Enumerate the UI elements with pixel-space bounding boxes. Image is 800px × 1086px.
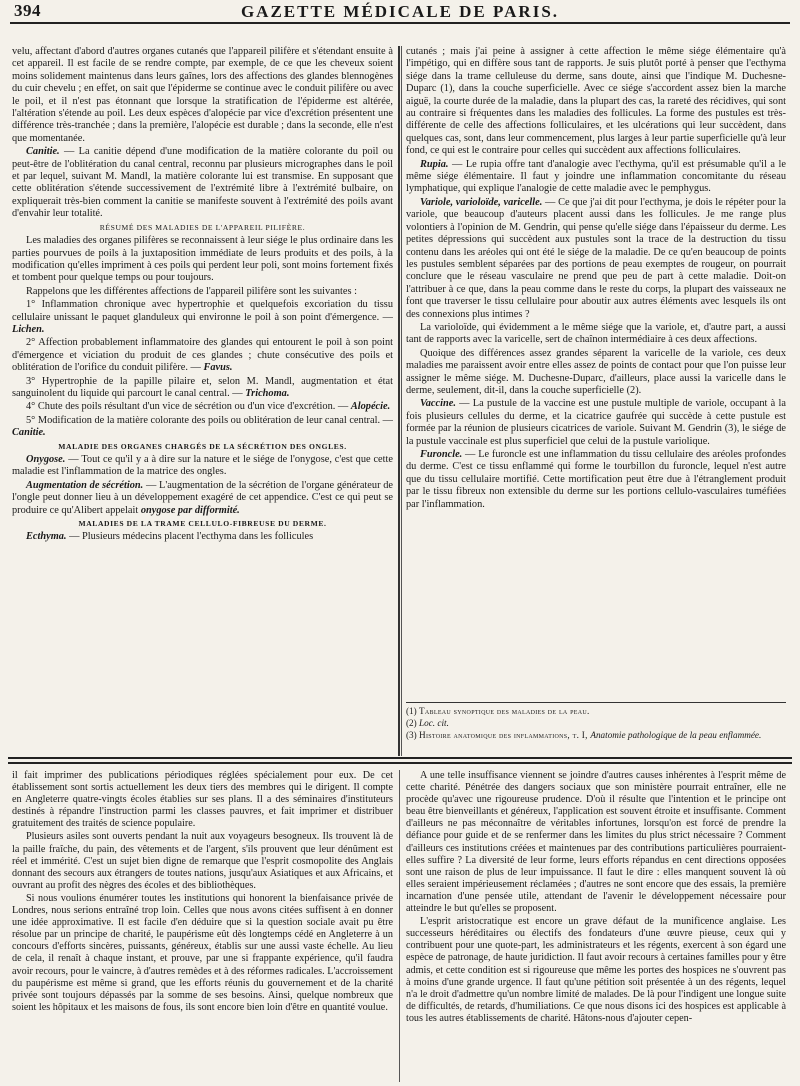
paragraph (406, 916, 786, 1025)
text-run: — Plusieurs médecins placent l'ecthyma dans les follicules (66, 531, 314, 543)
text-run: — La canitie dépend d'une modification de la matière colorante du poil ou peut-être de l'oblitération du canal central, reconnu par plusieurs micrographes dans le poil et par lequel, suivant M. Mandl, la matière colorante lui est transmise. En supposant que cette oblitération s'étende successivement de l'extrémité libre à l'extrémité bulbaire, on expliquerait très-bien comment la canitie se manifeste souvent à l'extrémité des poils avant d'envahir leur totalité. (12, 146, 393, 220)
text-run: 1° Inflammation chronique avec hypertrophie et quelquefois excoriation du tissu cellulaire unissant le paquet glanduleux qui environne le poil à son point d'émergence. — (12, 299, 393, 323)
text-run: Si nous voulions énumérer toutes les institutions qui honorent la bienfaisance privée de Londres, nous serions entraîné trop loin. Celles que nous avons citées suffisent à en donner une idée approximative. Il est facile d'en déduire que si la question sociale avait pu être résolue par un principe de charité, le paupérisme eût dès longtemps cédé en Angleterre à un concours d'efforts sincères, puissants, généreux, établis sur une aussi vaste échelle. Au lieu de cela, il renaît à chaque instant, et prouve, par une si frappante expérience, qu'il faudra avoir recours, pour le vaincre, à d'autres remèdes et à des réformes radicales. L'accroissement du paupérisme est même si grand, que les efforts réunis du gouvernement et de la charité privée sont toujours dépassés par la somme de ses besoins. Ainsi, quelque nombreux que soient les hôpitaux et les maisons de fous, ils sont encore bien loin d'être en quantité voulue. (12, 892, 393, 1013)
text-run: il fait imprimer des publications périodiques réglées spécialement pour eux. De cet établissement sont sortis actuellement les deux tiers des membres qui le dirigent. Il compte en Angleterre quatre-vingts écoles établies sur ses plans. Il a des séminaires d'instituteurs destinés à répandre l'instruction parmi les classes pauvres, et fait imprimer et distribuer gratuitement des traités de science populaire. (12, 770, 393, 830)
term-label: Variole, varioloïde, varicelle. (420, 196, 543, 208)
text-run: — L'augmentation de la sécrétion de l'organe générateur de l'ongle peut donner lieu à un développement exagéré de cet appendice. C'est ce qui peut se produire ce qu'Alibert appelait (12, 479, 393, 516)
paragraph (406, 46, 786, 158)
paragraph (406, 398, 786, 448)
text-run: cutanés ; mais j'ai peine à assigner à cette affection le même siége élémentaire qu'à l'impétigo, qui en diffère sous tant de rapports. Je suis plutôt porté à penser que l'ecthyma siége dans la trame celluleuse du derme, sans doute, ainsi que l'indique M. Duchesne-Duparc (1), dans la couche superficielle. Avec ce siége s'accordent assez bien la marche aiguë, la courte durée de la maladie, dans la plupart des cas, la rareté des récidives, qui sont au contraire si fréquentes dans les maladies des follicules. La forme des pustules est très-différente de celle des affections folliculaires, et les ulcérations qui leur succèdent, dans quelques cas, sont, dans leur commencement, plus larges à leur partie superficielle qu'à leur fond, ce qui est le contraire pour celles qui succèdent aux affections folliculaires. (406, 46, 786, 157)
paragraph (12, 893, 393, 1014)
footnote-reference: Anatomie pathologique de la peau enflammée. (590, 730, 762, 740)
term-label: Lichen. (12, 323, 45, 335)
paragraph (12, 146, 393, 220)
footnote-reference: Loc. cit. (419, 718, 449, 728)
feuilleton-column-right (406, 770, 786, 1082)
paragraph (12, 299, 393, 336)
text-run: Rappelons que les différentes affections de l'appareil pilifère sont les suivantes : (26, 285, 357, 297)
term-label: Alopécie. (350, 401, 391, 413)
footnote (406, 706, 786, 717)
term-label: Favus. (203, 362, 233, 374)
paragraph (12, 46, 393, 145)
paragraph (406, 770, 786, 915)
term-label: Canitie. (26, 146, 60, 158)
section-heading: RÉSUMÉ DES MALADIES DE L'APPAREIL PILIFÈRE. (99, 222, 306, 232)
text-run: — La pustule de la vaccine est une pustule multiple de variole, occupant à la fois plusieurs cellules du derme, et la cicatrice gaufrée qui succède à cette pustule est formée par la réunion de plusieurs cicatrices de variole. Suivant M. Gendrin (3), le siége de la pustule vaccinale est plus superficiel que celui de la pustule variolique. (406, 398, 786, 447)
journal-title: GAZETTE MÉDICALE DE PARIS. (240, 2, 560, 21)
paragraph (12, 831, 393, 891)
paragraph (12, 337, 393, 374)
paragraph (12, 235, 393, 285)
paragraph (12, 480, 393, 517)
term-label: onygose par difformité. (140, 504, 240, 516)
column-divider (398, 46, 400, 756)
term-label: Furoncle. (420, 449, 463, 460)
paragraph (12, 531, 393, 543)
paragraph (12, 454, 393, 479)
text-run: 5° Modification de la matière colorante des poils ou oblitération de leur canal central. — (26, 414, 393, 426)
footnotes (406, 702, 786, 760)
footnote-number: (1) (406, 706, 420, 716)
feuilleton-rule (8, 762, 792, 764)
footnote (406, 730, 786, 741)
text-run: L'esprit aristocratique est encore un grave défaut de la munificence anglaise. Les successeurs héréditaires ou électifs des fondateurs d'une œuvre pieuse, ceux qui y contribuent pour une quote-part, les administrateurs et les régents, exercent à son égard une espèce de patronage, de haute juridiction. Il faut avoir recours à certaines familles pour y être admis, et cette condition est si rigoureuse que même les portes des hospices ne s'ouvrent pas à moins d'une grande urgence. Il faut qu'une pétition soit présentée à un des régents, lequel n'a le droit d'admettre qu'un nombre limité de malades. De là pour l'indigent une longue suite de difficultés, de retards, d'humiliations. Ce que nous disons ici des hospices est applicable à tous les autres établissements de charité. Hâtons-nous d'ajouter cepen- (406, 916, 786, 1024)
text-run: 4° Chute des poils résultant d'un vice de sécrétion ou d'un vice d'excrétion. — (26, 401, 351, 413)
feuilleton-column-left (12, 770, 393, 1082)
paragraph (12, 415, 393, 440)
term-label: Vaccine. (420, 398, 456, 410)
paragraph (406, 197, 786, 321)
text-run: 2° Affection probablement inflammatoire des glandes qui entourent le poil à son point d'émergence et viciation du produit de ces glandes ; chute consécutive des poils et oblitération de l'orifice du conduit pilifère. — (12, 337, 393, 374)
term-label: Canitie. (12, 427, 46, 439)
text-run: Quoique des différences assez grandes séparent la varicelle de la variole, ces deux maladies me paraissent avoir entre elles assez de points de contact pour que l'on puisse leur assigner le même siége. M. Duchesne-Duparc, d'ailleurs, place aussi la varicelle dans le derme, seulement, dit-il, dans la couche superficielle (2). (406, 347, 786, 396)
term-label: Onygose. (26, 454, 66, 465)
text-run: A une telle insuffisance viennent se joindre d'autres causes inhérentes à l'esprit même de cette charité. Pénétrée des dangers sociaux que son ministère pourrait entraîner, elle ne procède qu'avec une rigoureuse prudence. D'où il résulte que l'intention et le principe ont beau être bienveillants et généreux, l'application est souvent étroite et insuffisante. Comment d'ailleurs ne pas méconnaître de véritables infortunes, lorsqu'on est forcé de prendre la défiance pour guide et de se renfermer dans les limites du plus strict nécessaire ? Comment d'ailleurs ces institutions créées et maintenues par des contributions particulières pourraient-elles suffire ? La diversité de leur forme, leurs efforts répandus en cent directions opposées sont une raison de plus de leur impuissance. Il faut le dire : elles manquent souvent là où elles seraient impérieusement réclamées ; d'autres ne sont encore que des essais, la première incarnation d'une pensée utile, attendant de l'avenir le développement nécessaire pour atteindre le but qu'elles se proposent. (406, 770, 786, 915)
text-run: — Ce que j'ai dit pour l'ecthyma, je dois le répéter pour la variole, que beaucoup d'auteurs placent aussi dans les follicules. Je me range plus volontiers à l'opinion de M. Gendrin, qui pense qu'elle siége dans l'épaisseur du derme. Les petites dépressions qui succèdent aux pustules sont la trace de la destruction du tissu contenu dans les aréoles qui ont été le siége de la maladie. De ce qu'en beaucoup de points les pustules semblent séparées par des portions de peau exemptes de rougeur, on pourrait conclure que le réseau vasculaire ne prend que peu de part à cette maladie. Doit-on l'attribuer à ce que, dans la peau comme dans le reste du corps, la plupart des vaisseaux ne font que traverser le tissu cellulaire pour aboutir aux autres éléments avec lesquels ils ont des connexions plus intimes ? (406, 196, 786, 320)
column-divider (401, 46, 402, 756)
text-run: velu, affectant d'abord d'autres organes cutanés que l'appareil pilifère et s'étendant ensuite à cet appareil. Il est facile de se rendre compte, par exemple, de ce que les cheveux soient moins solidement maintenus dans leurs gaînes, lors des affections des glandes blennogènes du cuir chevelu ; en effet, on sait que l'épiderme se continue avec le conduit pilifère ou avec le poil, et il n'est pas étonnant que lorsque la stratification de l'épiderme est altérée, l'altération s'étende au poil. Les deux espèces d'alopécie par vice d'excrétion présentent une différence très-tranchée ; dans la première, l'alopécie est durable ; dans la seconde, elle n'est que momentanée. (12, 46, 393, 144)
footnote-number: (2) (406, 718, 420, 728)
paragraph (406, 449, 786, 511)
feuilleton-rule (8, 757, 792, 759)
section-heading: MALADIE DES ORGANES CHARGÉS DE LA SÉCRÉTION DES ONGLES. (58, 441, 347, 451)
text-run: Plusieurs asiles sont ouverts pendant la nuit aux voyageurs besogneux. Ils trouvent là de la paille fraîche, du pain, des vêtements et de l'argent, s'ils prouvent que leur dénûment est réel et immérité. C'est un sujet bien digne de remarque que l'esprit cosmopolite des Anglais donnant des secours aux étrangers de toutes nations, jusqu'aux Asiatiques et aux Africains, et ouvrant au profit des nègres des écoles et des bibliothèques. (12, 831, 393, 891)
paragraph (12, 401, 393, 413)
article-column-right (406, 46, 786, 701)
paragraph (406, 322, 786, 347)
footnote-title: Tableau synoptique des maladies de la peau. (419, 706, 590, 716)
footnote (406, 718, 786, 729)
text-run: — Le rupia offre tant d'analogie avec l'ecthyma, qu'il est présumable qu'il a le même siége élémentaire. Il faut y joindre une inflammation concomitante du réseau lymphatique, qui explique l'analogie de cette maladie avec le pemphygus. (406, 158, 786, 195)
term-label: Rupia. (420, 158, 449, 170)
page-header (10, 0, 790, 24)
paragraph (12, 376, 393, 401)
term-label: Trichoma. (245, 387, 290, 399)
column-divider (399, 770, 400, 1082)
paragraph (406, 159, 786, 196)
term-label: Ecthyma. (26, 531, 67, 543)
text-run: 3° Hypertrophie de la papille pilaire et, selon M. Mandl, augmentation et état sanguinolent du liquide qui parcourt le canal central. — (12, 375, 393, 399)
section-heading: MALADIES DE LA TRAME CELLULO-FIBREUSE DU DERME. (78, 519, 327, 529)
term-label: Augmentation de sécrétion. (26, 479, 144, 491)
page-number: 394 (14, 1, 41, 20)
paragraph (12, 770, 393, 830)
paragraph (12, 286, 393, 298)
text-run: Les maladies des organes pilifères se reconnaissent à leur siége le plus ordinaire dans les parties pourvues de poils à la juxtaposition immédiate de leurs produits et des poils, à la modification qu'elles impriment à ces poils qui perdent leur poli, sont moins fortement fixés et tombent pour quelque temps ou pour toujours. (12, 235, 393, 284)
article-column-left (12, 46, 393, 754)
footnote-title: Histoire anatomique des inflammations, t. I, (419, 730, 591, 740)
footnote-number: (3) (406, 730, 420, 740)
text-run: — Tout ce qu'il y a à dire sur la nature et le siége de l'onygose, c'est que cette maladie est l'inflammation de la matrice des ongles. (12, 454, 393, 478)
paragraph (406, 348, 786, 398)
text-run: — Le furoncle est une inflammation du tissu cellulaire des aréoles profondes du derme. C'est ce tissu enflammé qui forme le tourbillon du furoncle, lequel n'est autre que du tissu cellulaire mortifié. Cette mortification peut être due à l'étranglement produit par le tissu fibreux non extensible du derme sur les portions cellulo-vasculaires tuméfiées par l'inflammation. (406, 449, 786, 510)
text-run: La varioloïde, qui évidemment a le même siége que la variole, et, d'autre part, a aussi tant de rapports avec la varicelle, sert de chaînon intermédiaire à ces deux affections. (406, 321, 786, 346)
